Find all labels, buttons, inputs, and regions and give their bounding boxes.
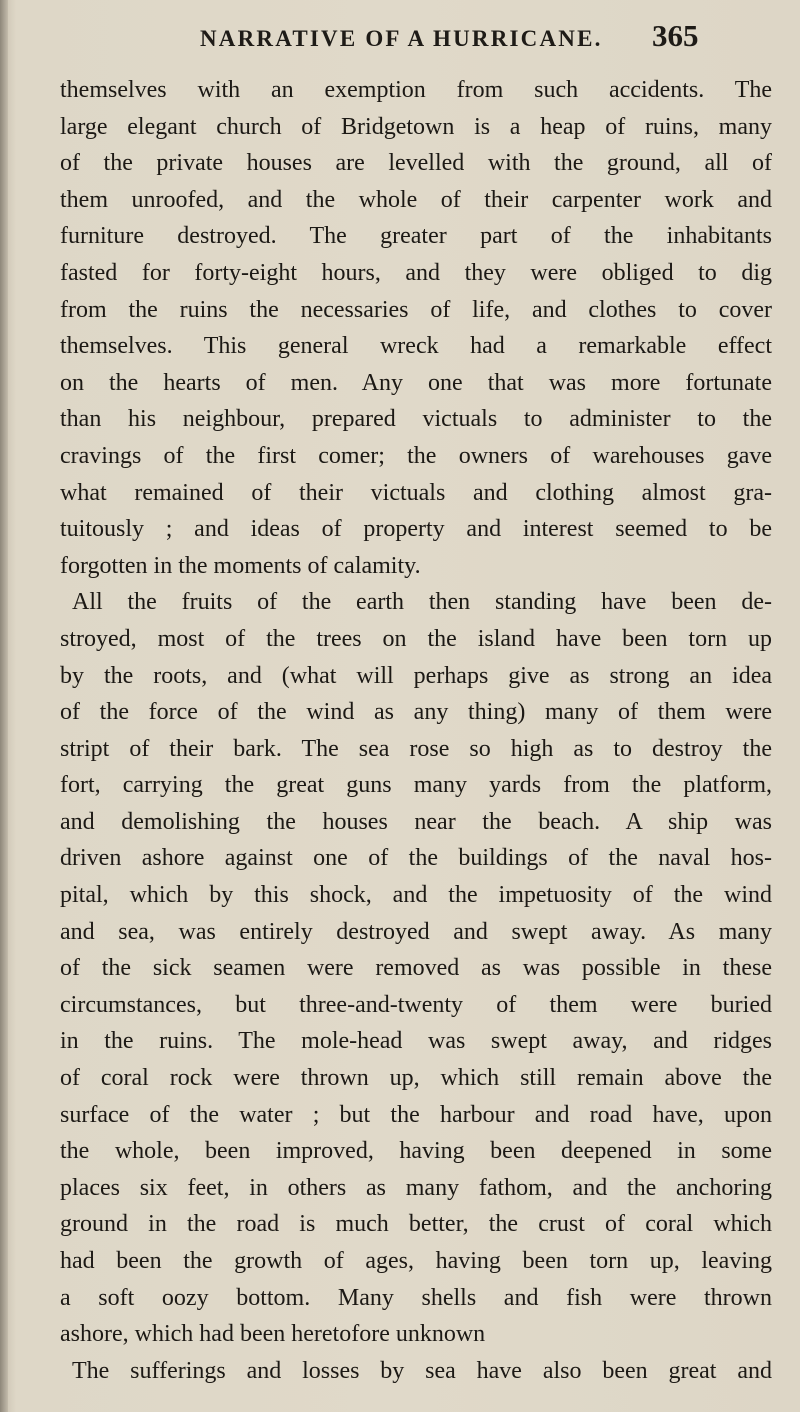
text-line: ground in the road is much better, the crust of coral which [60, 1211, 772, 1238]
page-number: 365 [652, 18, 699, 53]
text-line: forgotten in the moments of calamity. [60, 552, 421, 579]
text-line: large elegant church of Bridgetown is a heap of ruins, many [60, 113, 772, 140]
text-line: of coral rock were thrown up, which still remain above the [60, 1065, 772, 1092]
text-line: cravings of the first comer; the owners of warehouses gave [60, 442, 772, 469]
body-text [60, 72, 772, 1389]
running-head-title: NARRATIVE OF A HURRICANE. [200, 26, 603, 51]
text-line: themselves with an exemption from such accidents. The [60, 77, 772, 103]
text-line: furniture destroyed. The greater part of the inhabitants [60, 223, 772, 250]
text-line: from the ruins the necessaries of life, and clothes to cover [60, 296, 772, 323]
text-line: the whole, been improved, having been deepened in some [60, 1138, 772, 1165]
text-line: by the roots, and (what will perhaps give as strong an idea [60, 662, 772, 689]
text-line: All the fruits of the earth then standing have been de- [72, 589, 772, 616]
text-line: had been the growth of ages, having been torn up, leaving [60, 1248, 772, 1274]
text-line: than his neighbour, prepared victuals to administer to the [60, 406, 772, 433]
text-line: a soft oozy bottom. Many shells and fish were thrown [60, 1284, 772, 1311]
text-line: ashore, which had been heretofore unknown [60, 1321, 486, 1348]
text-line: of the private houses are levelled with the ground, all of [60, 150, 772, 177]
text-line: places six feet, in others as many fathom, and the anchoring [60, 1174, 772, 1201]
text-line: them unroofed, and the whole of their carpenter work and [60, 186, 772, 213]
text-line: of the force of the wind as any thing) many of them were [60, 699, 772, 726]
text-line: in the ruins. The mole-head was swept away, and ridges [60, 1028, 772, 1055]
text-line: fasted for forty-eight hours, and they were obliged to dig [60, 259, 772, 286]
text-line: tuitously ; and ideas of property and interest seemed to be [60, 516, 772, 543]
running-head [200, 18, 772, 58]
text-line: stroyed, most of the trees on the island have been torn up [60, 625, 772, 652]
text-line: The sufferings and losses by sea have also been great and [72, 1357, 772, 1384]
text-line: and sea, was entirely destroyed and swept away. As many [60, 918, 772, 945]
text-line: surface of the water ; but the harbour and road have, upon [60, 1101, 772, 1128]
text-line: driven ashore against one of the buildings of the naval hos- [60, 845, 772, 872]
text-line: and demolishing the houses near the beach. A ship was [60, 808, 772, 835]
text-line: on the hearts of men. Any one that was more fortunate [60, 369, 772, 396]
text-line: of the sick seamen were removed as was possible in these [60, 955, 772, 982]
text-line: pital, which by this shock, and the impetuosity of the wind [60, 882, 772, 909]
text-line: circumstances, but three-and-twenty of them were buried [60, 991, 772, 1018]
text-line: what remained of their victuals and clothing almost gra- [60, 479, 772, 506]
text-line: fort, carrying the great guns many yards from the platform, [60, 772, 772, 799]
text-line: stript of their bark. The sea rose so high as to destroy the [60, 735, 772, 762]
page-binding-edge [0, 0, 8, 1412]
text-line: themselves. This general wreck had a remarkable effect [60, 333, 772, 360]
